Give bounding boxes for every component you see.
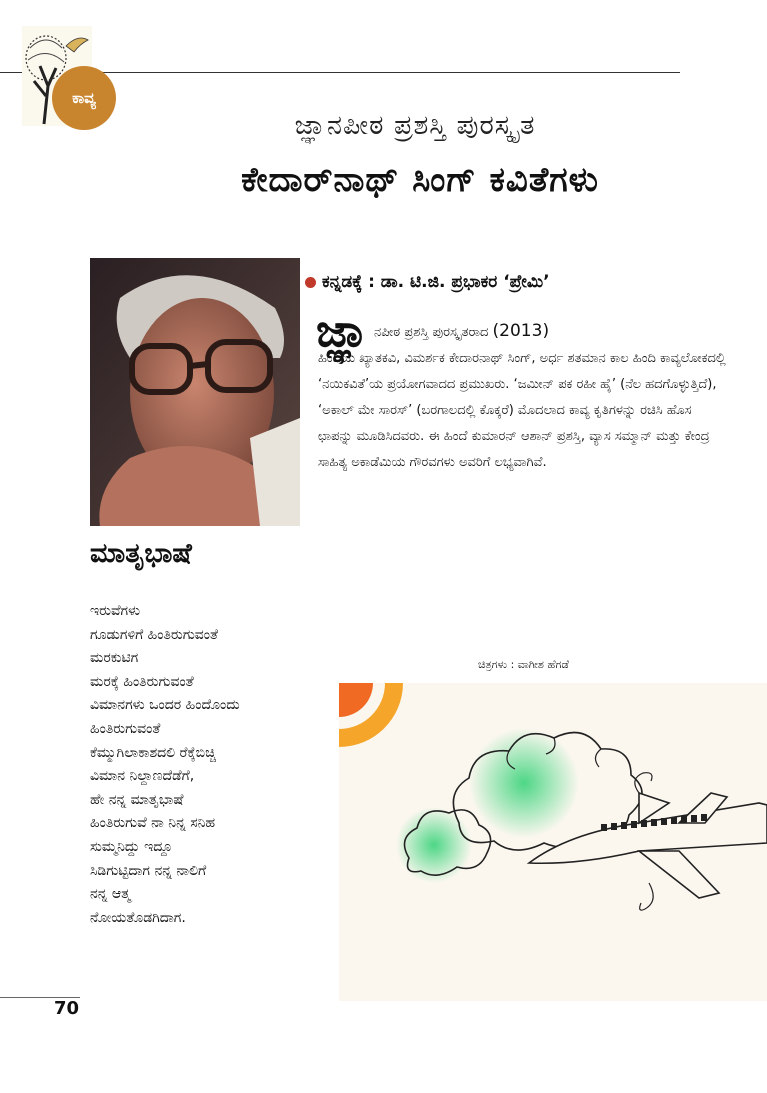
bullet-icon <box>305 277 316 288</box>
poem-line: ಸಿಡಿಗುಟ್ಟಿದಾಗ ನನ್ನ ನಾಲಿಗೆ <box>90 862 207 879</box>
poem-line: ಹಿಂತಿರುಗುವೆ ನಾ ನಿನ್ನ ಸನಿಹ <box>90 815 216 832</box>
illustration-art <box>339 683 767 1001</box>
page-subtitle: ಜ್ಞಾನಪೀಠ ಪ್ರಶಸ್ತಿ ಪುರಸ್ಕೃತ <box>294 110 536 141</box>
page-number: 70 <box>54 998 80 1019</box>
poem-line: ವಿಮಾನಗಳು ಒಂದರ ಹಿಂದೊಂದು <box>90 697 240 714</box>
intro-paragraph <box>318 318 726 476</box>
poem-line: ಗೂಡುಗಳಿಗೆ ಹಿಂತಿರುಗುವಂತೆ <box>90 626 218 643</box>
poem-line: ಮರಕ್ಕೆ ಹಿಂತಿರುಗುವಂತೆ <box>90 673 194 690</box>
page-title: ಕೇದಾರ್‌ನಾಥ್ ಸಿಂಗ್ ಕವಿತೆಗಳು <box>241 160 599 200</box>
portrait-image <box>90 258 300 526</box>
poem-line: ಹಿಂತಿರುಗುವಂತೆ <box>90 720 161 737</box>
poem-line: ವಿಮಾನ ನಿಲ್ದಾಣದೆಡೆಗೆ, <box>90 768 195 785</box>
intro-first-line <box>374 318 726 346</box>
poem-line: ಮರಕುಟಿಗ <box>90 650 139 667</box>
logo-circle: ಕಾವ್ಯ <box>52 66 116 130</box>
intro-dropcap: ಜ್ಞಾ <box>316 303 370 357</box>
poem-line: ಇರುವೆಗಳು <box>90 603 141 619</box>
translator-text: ಕನ್ನಡಕ್ಕೆ : ಡಾ. ಟಿ.ಜಿ. ಪ್ರಭಾಕರ ‘ಪ್ರೇಮಿ’ <box>322 272 550 292</box>
poem-line: ನೋಯತೊಡಗಿದಾಗ. <box>90 909 186 926</box>
poem-line: ಹೇ ನನ್ನ ಮಾತೃಭಾಷೆ <box>90 791 184 808</box>
poem-line: ಸುಮ್ಮನಿದ್ದು ಇದ್ದೂ <box>90 838 173 855</box>
intro-body: ಹಿಂದಿಯ ಖ್ಯಾತಕವಿ, ವಿಮರ್ಶಕ ಕೇದಾರನಾಥ್ ಸಿಂಗ್, ಅರ್ಧ ಶತಮಾನ ಕಾಲ ಹಿಂದಿ ಕಾವ್ಯಲೋಕದಲ್ಲಿ ‘ನಯಿಕವಿತೆ’ಯ ಪ್ರಯೋಗವಾದದ ಪ್ರಮುಖರು. ‘ಜಮೀನ್ ಪಕ ರಹೀ ಹೈ’ (ನೆಲ ಹದಗೊಳ್ಳುತ್ತಿದೆ), ‘ಅಕಾಲ್ ಮೇ ಸಾರಸ್’ (ಬರಗಾಲದಲ್ಲಿ ಕೊಕ್ಕರೆ) ಮೊದಲಾದ ಕಾವ್ಯ ಕೃತಿಗಳನ್ನು ರಚಿಸಿ ಹೊಸ ಛಾಪನ್ನು ಮೂಡಿಸಿದವರು. ಈ ಹಿಂದೆ ಕುಮಾರನ್ ಆಶಾನ್ ಪ್ರಶಸ್ತಿ, ವ್ಯಾಸ ಸಮ್ಮಾನ್ ಮತ್ತು ಕೇಂದ್ರ ಸಾಹಿತ್ಯ ಅಕಾಡೆಮಿಯ ಗೌರವಗಳು ಅವರಿಗೆ ಲಭ್ಯವಾಗಿವೆ. <box>318 351 726 470</box>
translator-credit <box>305 272 725 292</box>
intro-first-text: ನಪೀಠ ಪ್ರಶಸ್ತಿ ಪುರಸ್ಕೃತರಾದ <box>374 325 489 340</box>
illustration-credit: ಚಿತ್ರಗಳು : ವಾಗೀಶ ಹೆಗಡೆ <box>478 658 569 671</box>
poem-line: ಕೆಮ್ಮುಗಿಲಾಕಾಶದಲಿ ರೆಕ್ಕೆಬಿಚ್ಚಿ <box>90 744 216 761</box>
intro-year: (2013) <box>492 321 550 341</box>
magazine-logo <box>22 26 124 130</box>
poem-title: ಮಾತೃಭಾಷೆ <box>90 538 192 569</box>
author-portrait <box>90 258 300 526</box>
airplane-illustration <box>339 683 767 1001</box>
poem-line: ನನ್ನ ಆತ್ಮ <box>90 886 131 903</box>
poem-body <box>90 600 330 930</box>
